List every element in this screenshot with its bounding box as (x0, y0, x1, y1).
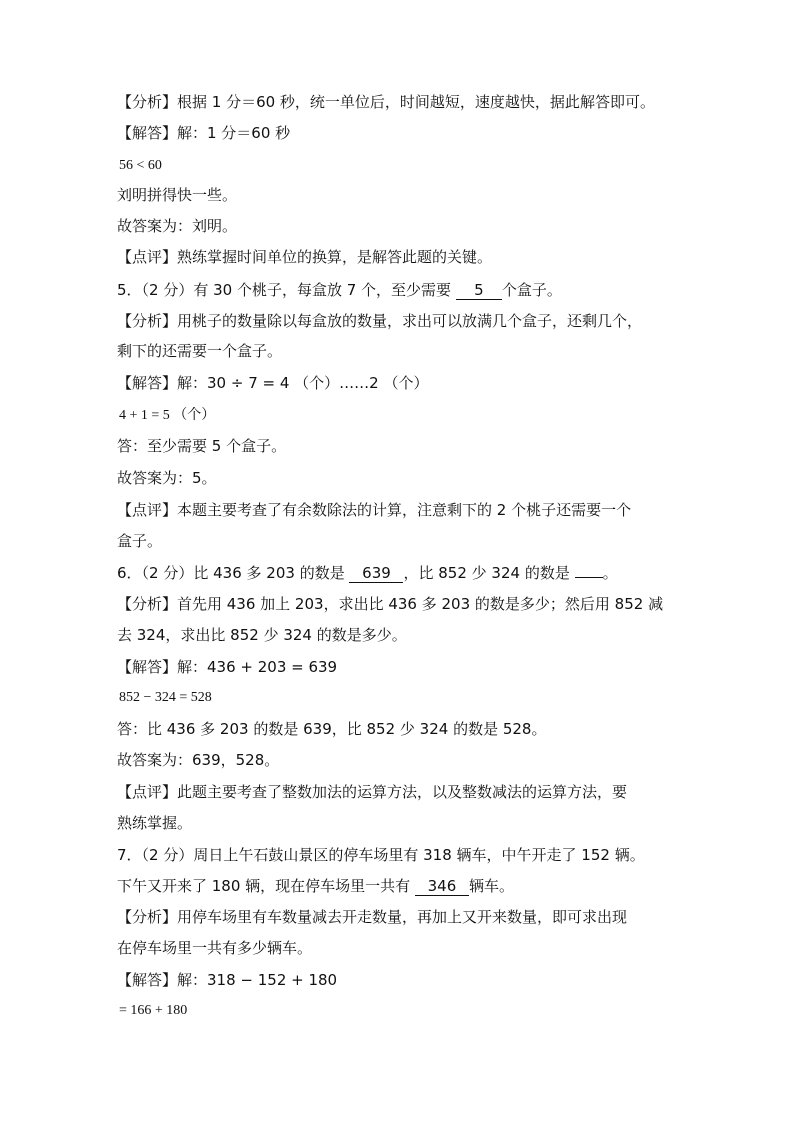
question-text: 个盒子。 (501, 281, 562, 299)
solution-q4: 【解答】解：1 分＝60 秒 (117, 124, 291, 142)
answer-line: 故答案为：639，528。 (117, 751, 280, 769)
question-text: 下午又开来了 180 辆，现在停车场里一共有 (117, 877, 411, 895)
answer-blank (575, 577, 603, 578)
text-line: 在停车场里一共有多少辆车。 (117, 939, 313, 957)
solution-q5: 【解答】解：30 ÷ 7 = 4 （个）……2 （个） (117, 374, 429, 392)
question-text: 。 (602, 564, 618, 582)
analysis-q5: 【分析】用桃子的数量除以每盒放的数量，求出可以放满几个盒子，还剩几个， (117, 312, 643, 330)
text-line: 刘明拼得快一些。 (117, 186, 238, 204)
text-line: 盒子。 (117, 532, 163, 550)
question-text: ，比 852 少 324 的数是 (403, 564, 570, 582)
answer-line: 故答案为：5。 (117, 469, 217, 487)
answer-line: 故答案为：刘明。 (117, 217, 238, 235)
answer-blank: 5 (456, 281, 502, 300)
formula-line: 4 + 1 = 5 （个） (119, 408, 216, 423)
comment-q6: 【点评】此题主要考查了整数加法的运算方法，以及整数减法的运算方法，要 (117, 783, 628, 801)
text-line: 答：比 436 多 203 的数是 639，比 852 少 324 的数是 528。 (117, 720, 547, 738)
question-text: 辆车。 (468, 877, 514, 895)
solution-q7: 【解答】解：318 − 152 + 180 (117, 971, 338, 989)
question-6 (117, 563, 618, 583)
comment-q4: 【点评】熟练掌握时间单位的换算，是解答此题的关键。 (117, 248, 493, 266)
answer-blank: 639 (349, 564, 403, 583)
formula-line: = 166 + 180 (119, 1003, 188, 1018)
question-5 (117, 280, 562, 300)
solution-q6: 【解答】解：436 + 203 = 639 (117, 658, 338, 676)
question-text: 6．（2 分）比 436 多 203 的数是 (117, 564, 345, 582)
formula-line: 852 − 324 = 528 (119, 690, 212, 705)
analysis-q6: 【分析】首先用 436 加上 203，求出比 436 多 203 的数是多少；然后用 852 减 (117, 595, 664, 613)
question-7: 7．（2 分）周日上午石鼓山景区的停车场里有 318 辆车，中午开走了 152 辆。 (117, 846, 645, 864)
analysis-q4: 【分析】根据 1 分＝60 秒，统一单位后，时间越短，速度越快，据此解答即可。 (117, 93, 655, 111)
text-line: 熟练掌握。 (117, 814, 193, 832)
text-line: 剩下的还需要一个盒子。 (117, 342, 283, 360)
formula-line: 56 < 60 (119, 158, 162, 173)
question-text: 5．（2 分）有 30 个桃子，每盒放 7 个，至少需要 (117, 281, 452, 299)
text-line: 去 324，求出比 852 少 324 的数是多少。 (117, 626, 407, 644)
question-7-cont (117, 876, 514, 896)
comment-q5: 【点评】本题主要考查了有余数除法的计算，注意剩下的 2 个桃子还需要一个 (117, 501, 632, 519)
answer-blank: 346 (415, 877, 469, 896)
analysis-q7: 【分析】用停车场里有车数量减去开走数量，再加上又开来数量，即可求出现 (117, 908, 628, 926)
text-line: 答：至少需要 5 个盒子。 (117, 437, 287, 455)
